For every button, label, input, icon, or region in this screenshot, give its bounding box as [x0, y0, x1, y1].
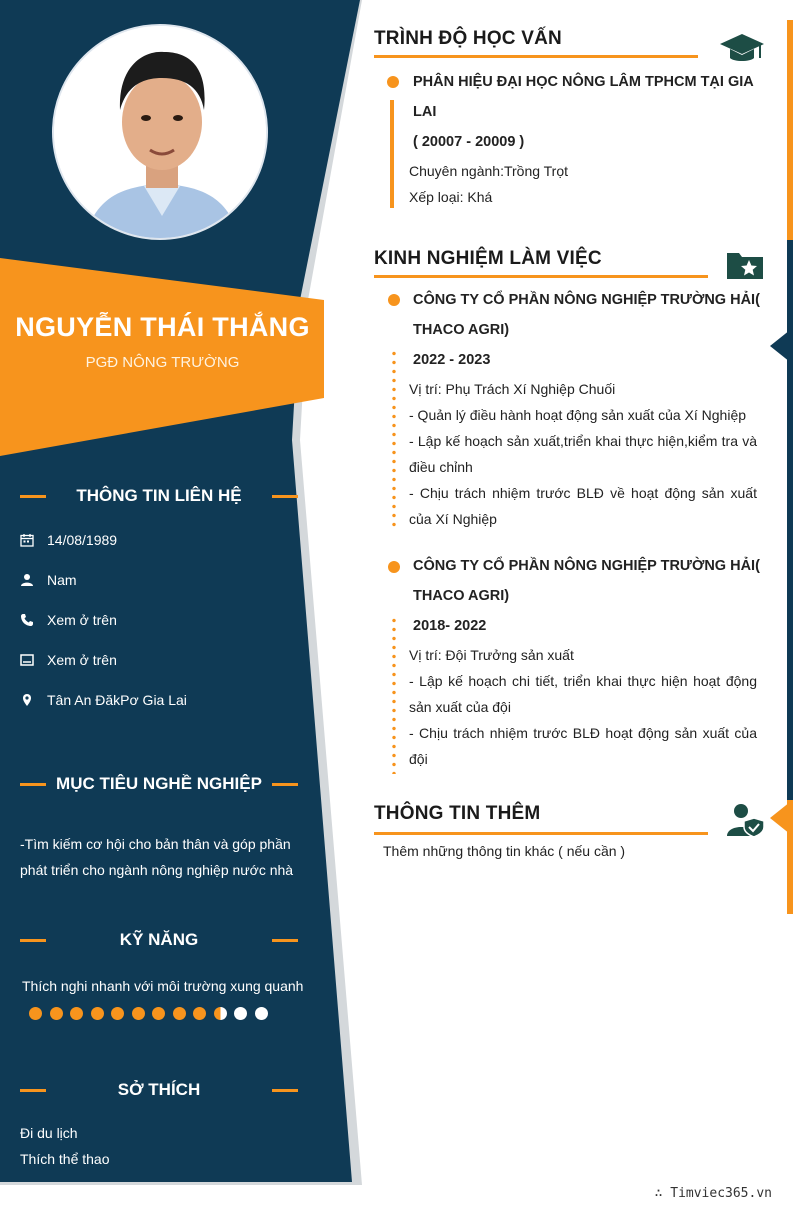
edge-arrow	[770, 802, 790, 834]
skill-rating-dot	[29, 1007, 42, 1020]
hobby-item: Thích thể thao	[20, 1151, 110, 1167]
contact-gender-value: Nam	[47, 572, 77, 588]
contact-address	[20, 689, 187, 711]
objective-text: -Tìm kiếm cơ hội cho bản thân và góp phần phát triển cho ngành nông nghiệp nước nhà	[20, 836, 294, 878]
education-heading: TRÌNH ĐỘ HỌC VẤN	[374, 28, 562, 49]
education-period: ( 20007 - 20009 )	[413, 134, 525, 150]
skill-rating-dot	[111, 1007, 124, 1020]
job2-company-line2: THACO AGRI)	[413, 588, 510, 604]
contact-birthday	[20, 529, 117, 551]
heading-dash	[20, 1089, 46, 1092]
education-major: Chuyên ngành:Trồng Trọt	[409, 163, 569, 179]
contact-birthday-value: 14/08/1989	[47, 532, 118, 548]
heading-dash	[272, 1089, 298, 1092]
contact-email	[20, 649, 117, 671]
phone-icon	[20, 613, 34, 627]
section-underline	[374, 832, 708, 835]
footer-brand: ∴ Timviec365.vn	[654, 1186, 772, 1201]
job1-duty: - Quản lý điều hành hoạt động sản xuất của Xí Nghiệp	[409, 407, 747, 423]
contact-gender	[20, 569, 77, 591]
briefcase-star-icon	[725, 249, 765, 281]
school-name-line2: LAI	[413, 104, 437, 120]
email-icon	[20, 653, 34, 667]
objective-heading	[20, 772, 298, 796]
job2-duty: - Lập kế hoạch chi tiết, triển khai thực hiện hoạt động sản xuất của đội	[409, 673, 757, 715]
contact-heading-text: THÔNG TIN LIÊN HỆ	[76, 486, 242, 505]
skill-rating-dot	[50, 1007, 63, 1020]
extra-text: Thêm những thông tin khác ( nếu cần )	[383, 843, 626, 859]
full-name: NGUYỄN THÁI THẮNG	[15, 312, 310, 342]
job1-duty: - Lập kế hoạch sản xuất,triển khai thực hiện,kiểm tra và điều chỉnh	[409, 433, 757, 475]
job-title: PGĐ NÔNG TRƯỜNG	[85, 354, 240, 371]
contact-heading	[20, 484, 298, 508]
extra-heading: THÔNG TIN THÊM	[374, 803, 541, 824]
skills-heading	[20, 928, 298, 952]
contact-email-value: Xem ở trên	[47, 652, 117, 668]
hobbies-heading	[20, 1078, 298, 1102]
timeline-bullet	[387, 76, 399, 88]
job2-period: 2018- 2022	[413, 618, 487, 634]
skill-rating-dot	[173, 1007, 186, 1020]
calendar-icon	[20, 533, 34, 547]
skill-rating-dot	[255, 1007, 268, 1020]
job1-company-line2: THACO AGRI)	[413, 322, 510, 338]
edge-accent-orange	[787, 20, 793, 240]
contact-address-value: Tân An ĐăkPơ Gia Lai	[47, 692, 187, 708]
skill-rating-dot	[91, 1007, 104, 1020]
graduation-cap-icon	[720, 32, 764, 66]
school-name-line1: PHÂN HIỆU ĐẠI HỌC NÔNG LÂM TPHCM TẠI GIA	[413, 74, 754, 90]
job2-company-line1: CÔNG TY CỔ PHẦN NÔNG NGHIỆP TRƯỜNG HẢI(	[413, 558, 760, 574]
section-underline	[374, 275, 708, 278]
experience-heading: KINH NGHIỆM LÀM VIỆC	[374, 248, 602, 269]
heading-dash	[20, 783, 46, 786]
section-underline	[374, 55, 698, 58]
user-icon	[20, 573, 34, 587]
heading-dash	[20, 495, 46, 498]
job2-role: Vị trí: Đội Trưởng sản xuất	[409, 647, 574, 663]
edge-accent-navy	[787, 240, 793, 800]
timeline-bullet	[388, 561, 400, 573]
skill-rating-dot	[193, 1007, 206, 1020]
skill-rating-dot	[152, 1007, 165, 1020]
education-rank: Xếp loại: Khá	[409, 189, 493, 205]
timeline-bar	[390, 100, 394, 208]
edge-arrow	[770, 330, 790, 362]
heading-dash	[272, 939, 298, 942]
job1-role: Vị trí: Phụ Trách Xí Nghiệp Chuối	[409, 381, 616, 397]
location-icon	[20, 693, 34, 707]
skill-name: Thích nghi nhanh với môi trường xung quanh	[22, 978, 304, 994]
job1-duty: - Chịu trách nhiệm trước BLĐ về hoạt động sản xuất của Xí Nghiệp	[409, 485, 757, 527]
timeline-dots	[392, 349, 396, 529]
heading-dash	[20, 939, 46, 942]
timeline-bullet	[388, 294, 400, 306]
user-shield-icon	[726, 802, 766, 838]
timeline-dots	[392, 616, 396, 774]
skills-heading-text: KỸ NĂNG	[119, 930, 199, 949]
contact-phone	[20, 609, 117, 631]
hobbies-heading-text: SỞ THÍCH	[117, 1080, 201, 1099]
contact-phone-value: Xem ở trên	[47, 612, 117, 628]
heading-dash	[272, 495, 298, 498]
heading-dash	[272, 783, 298, 786]
objective-heading-text: MỤC TIÊU NGHỀ NGHIỆP	[56, 774, 262, 793]
job2-duty: - Chịu trách nhiệm trước BLĐ hoạt động sản xuất của đội	[409, 725, 757, 767]
hobby-item: Đi du lịch	[20, 1125, 78, 1141]
skill-rating-dot	[214, 1007, 227, 1020]
skill-rating-dot	[132, 1007, 145, 1020]
job1-period: 2022 - 2023	[413, 352, 491, 368]
profile-photo	[52, 24, 268, 240]
skill-rating-dot	[234, 1007, 247, 1020]
skill-rating	[29, 1007, 275, 1020]
skill-rating-dot	[70, 1007, 83, 1020]
job1-company-line1: CÔNG TY CỔ PHẦN NÔNG NGHIỆP TRƯỜNG HẢI(	[413, 292, 760, 308]
